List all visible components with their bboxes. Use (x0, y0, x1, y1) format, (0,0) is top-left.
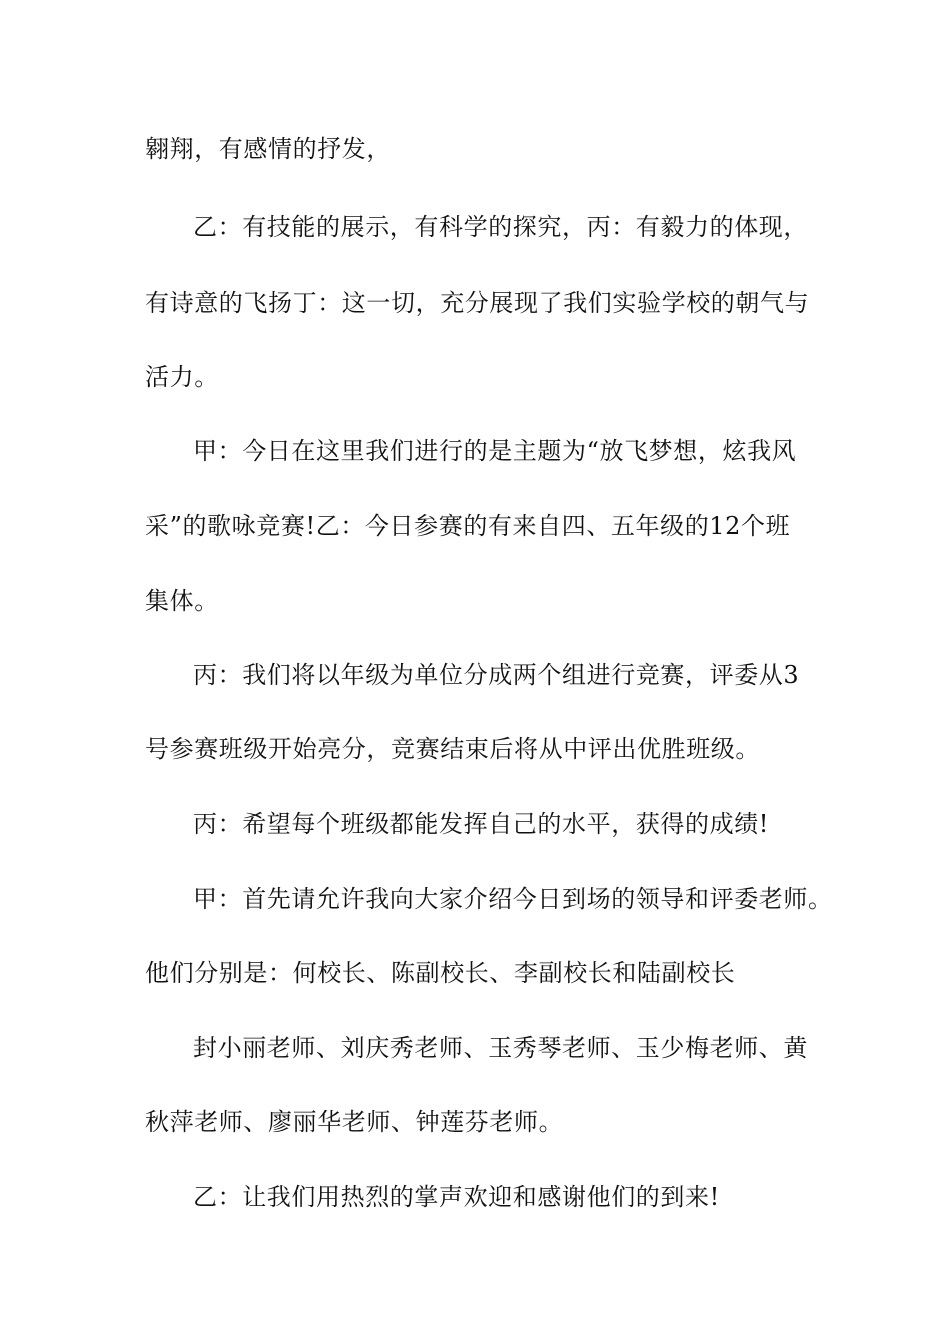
text-line-9: 号参赛班级开始亮分，竞赛结束后将从中评出优胜班级。 (145, 735, 760, 763)
text-line-10: 丙：希望每个班级都能发挥自己的水平，获得的成绩! (193, 810, 770, 838)
text-line-13: 封小丽老师、刘庆秀老师、玉秀琴老师、玉少梅老师、黄 (193, 1034, 808, 1062)
text-line-7: 集体。 (145, 587, 219, 615)
text-line-5: 甲：今日在这里我们进行的是主题为“放飞梦想，炫我风 (193, 437, 797, 465)
text-line-15: 乙：让我们用热烈的掌声欢迎和感谢他们的到来! (193, 1183, 720, 1211)
text-line-1: 翱翔，有感情的抒发， (145, 135, 391, 163)
text-line-11: 甲：首先请允许我向大家介绍今日到场的领导和评委老师。 (193, 885, 833, 913)
text-line-4: 活力。 (145, 363, 219, 391)
text-line-8: 丙：我们将以年级为单位分成两个组进行竞赛，评委从3 (193, 661, 800, 689)
text-line-3: 有诗意的飞扬丁：这一切，充分展现了我们实验学校的朝气与 (145, 289, 810, 317)
text-line-6: 采”的歌咏竞赛!乙：今日参赛的有来自四、五年级的12个班 (145, 512, 791, 540)
text-line-12: 他们分别是：何校长、陈副校长、李副校长和陆副校长 (145, 959, 736, 987)
text-line-2: 乙：有技能的展示，有科学的探究，丙：有毅力的体现， (193, 213, 808, 241)
text-line-14: 秋萍老师、廖丽华老师、钟莲芬老师。 (145, 1108, 564, 1136)
